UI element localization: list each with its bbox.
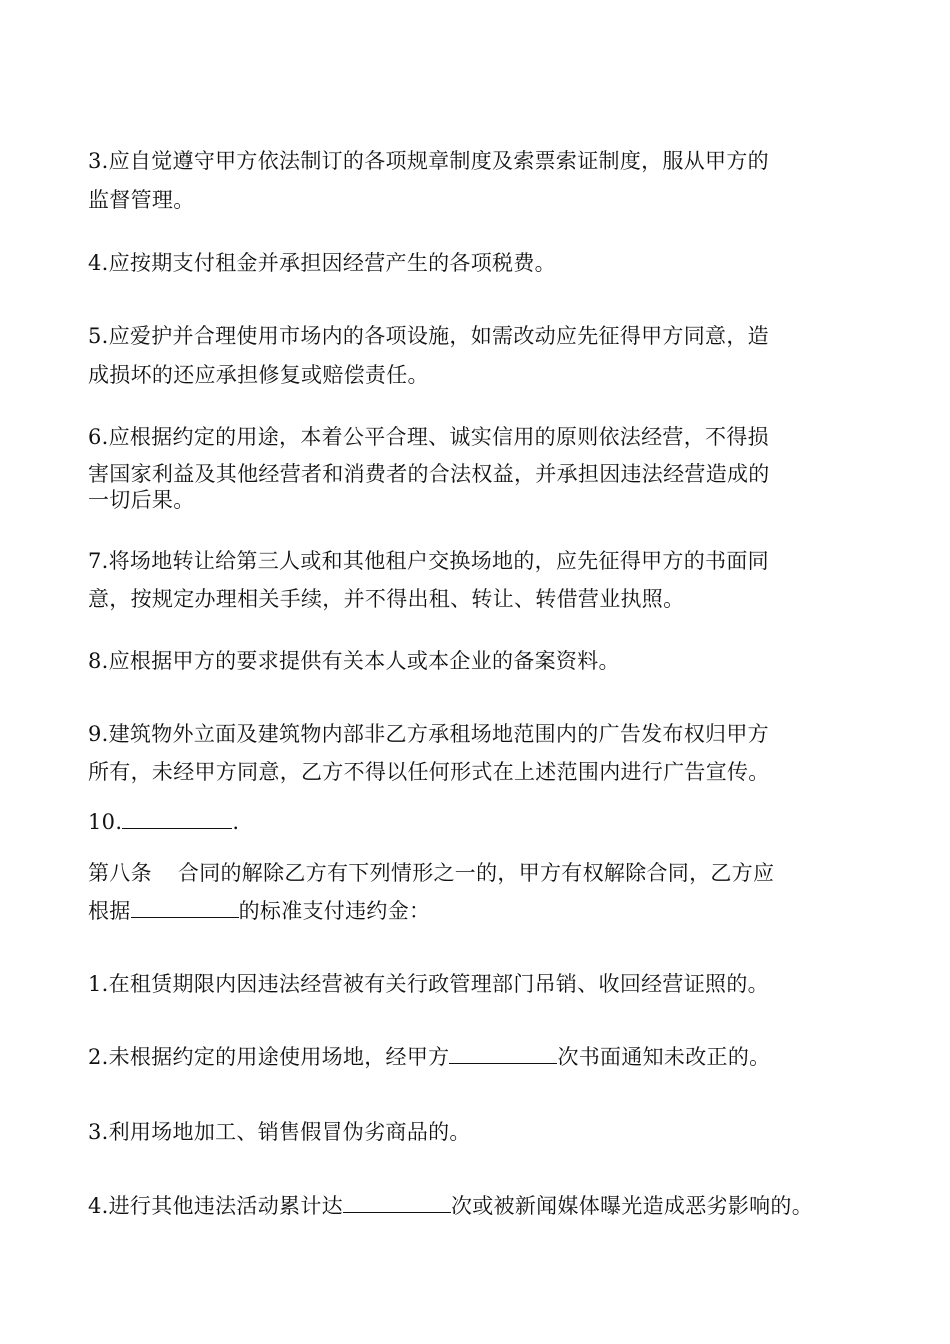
article-8-heading-line-2 xyxy=(88,897,430,925)
article-8-label: 第八条 xyxy=(88,861,152,885)
clause-7-item-5-line-1: 5.应爱护并合理使用市场内的各项设施，如需改动应先征得甲方同意，造 xyxy=(88,324,769,348)
clause-7-item-3-line-2: 监督管理。 xyxy=(88,188,195,212)
article-8-text-prefix: 根据 xyxy=(88,899,131,923)
fill-in-blank xyxy=(131,897,239,918)
article-8-text: 合同的解除乙方有下列情形之一的，甲方有权解除合同，乙方应 xyxy=(177,861,775,885)
clause-7-item-4: 4.应按期支付租金并承担因经营产生的各项税费。 xyxy=(88,251,556,275)
article-8-text-suffix: 的标准支付违约金： xyxy=(238,899,431,923)
clause-7-item-7-line-2: 意，按规定办理相关手续，并不得出租、转让、转借营业执照。 xyxy=(88,587,685,611)
article-8-item-4-prefix: 4.进行其他违法活动累计达 xyxy=(88,1194,343,1218)
item-10-number: 10. xyxy=(88,810,123,834)
article-8-item-4-suffix: 次或被新闻媒体曝光造成恶劣影响的。 xyxy=(450,1194,814,1218)
article-8-item-2-prefix: 2.未根据约定的用途使用场地，经甲方 xyxy=(88,1045,450,1069)
clause-7-item-3-line-1: 3.应自觉遵守甲方依法制订的各项规章制度及索票索证制度，服从甲方的 xyxy=(88,149,769,173)
article-8-item-1: 1.在租赁期限内因违法经营被有关行政管理部门吊销、收回经营证照的。 xyxy=(88,972,769,996)
fill-in-blank xyxy=(122,808,232,829)
article-8-heading-line-1 xyxy=(88,859,774,887)
clause-7-item-8: 8.应根据甲方的要求提供有关本人或本企业的备案资料。 xyxy=(88,649,620,673)
clause-7-item-6-line-1: 6.应根据约定的用途，本着公平合理、诚实信用的原则依法经营，不得损 xyxy=(88,425,769,449)
clause-7-item-5-line-2: 成损坏的还应承担修复或赔偿责任。 xyxy=(88,363,429,387)
fill-in-blank xyxy=(343,1192,451,1213)
article-8-item-4 xyxy=(88,1192,813,1220)
clause-7-item-10 xyxy=(88,808,239,836)
article-8-item-2 xyxy=(88,1043,770,1071)
article-8-item-3: 3.利用场地加工、销售假冒伪劣商品的。 xyxy=(88,1120,471,1144)
clause-7-item-7-line-1: 7.将场地转让给第三人或和其他租户交换场地的，应先征得甲方的书面同 xyxy=(88,549,769,573)
clause-7-item-9-line-2: 所有，未经甲方同意，乙方不得以任何形式在上述范围内进行广告宣传。 xyxy=(88,760,770,784)
clause-7-item-9-line-1: 9.建筑物外立面及建筑物内部非乙方承租场地范围内的广告发布权归甲方 xyxy=(88,722,769,746)
article-8-item-2-suffix: 次书面通知未改正的。 xyxy=(557,1045,771,1069)
item-10-period: . xyxy=(232,810,240,834)
clause-7-item-6-line-3: 一切后果。 xyxy=(88,488,195,512)
clause-7-item-6-line-2: 害国家利益及其他经营者和消费者的合法权益，并承担因违法经营造成的 xyxy=(88,462,770,486)
fill-in-blank xyxy=(449,1043,557,1064)
